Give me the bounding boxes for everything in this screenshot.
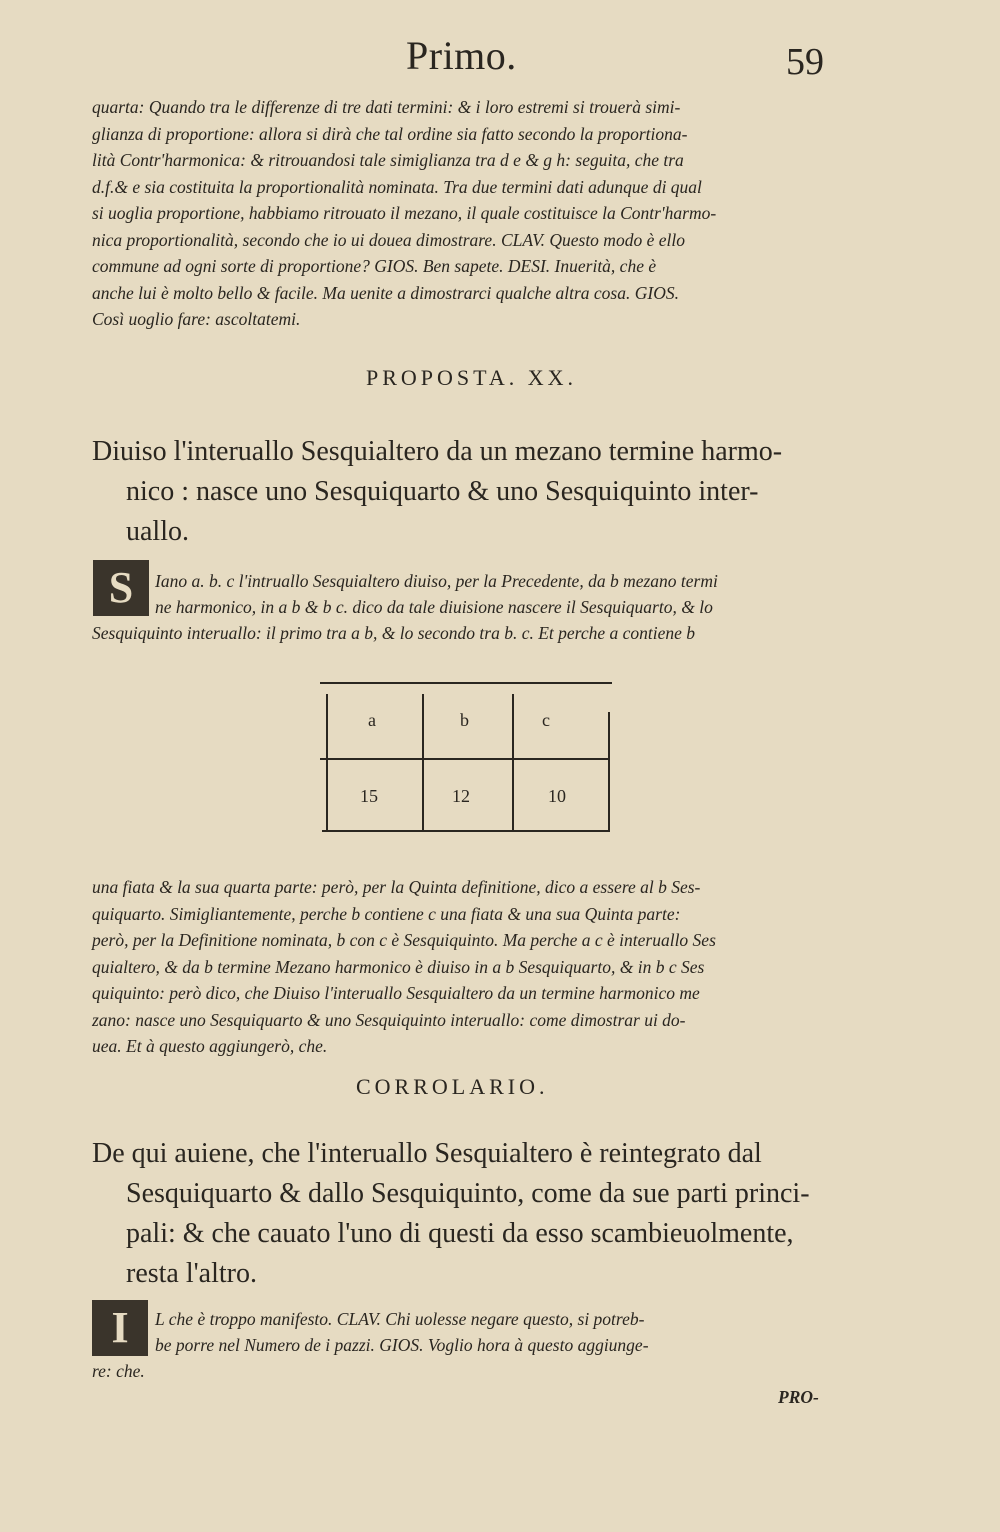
demonstration-line: Sesquiquinto interuallo: il primo tra a b, & lo secondo tra b. c. Et perche a contiene b bbox=[92, 623, 696, 643]
closing-line: be porre nel Numero de i pazzi. GIOS. Voglio hora à questo aggiunge- bbox=[155, 1335, 649, 1355]
table-cell: 12 bbox=[452, 786, 470, 806]
text-line: Sesquiquarto & dallo Sesquiquinto, come da sue parti princi- bbox=[126, 1178, 810, 1209]
text-line: però, per la Definitione nominata, b con c è Sesquiquinto. Ma perche a c è interuallo Ses bbox=[92, 930, 716, 950]
text-line: quiquarto. Simigliantemente, perche b contiene c una fiata & una sua Quinta parte: bbox=[92, 903, 681, 924]
text-line: d.f.& e sia costituita la proportionalità nominata. Tra due termini dati adunque di qual bbox=[92, 176, 702, 197]
text-line: Così uoglio fare: ascoltatemi. bbox=[92, 309, 301, 329]
text-line: De qui auiene, che l'interuallo Sesquialtero è reintegrato dal bbox=[92, 1138, 762, 1169]
demonstration-line: ne harmonico, in a b & b c. dico da tale diuisione nascere il Sesquiquarto, & lo bbox=[155, 597, 713, 617]
text-line: si uoglia proportione, habbiamo ritrouato il mezano, il quale costituisce la Contr'harmo- bbox=[92, 203, 717, 223]
table-cell: b bbox=[460, 710, 469, 730]
table-cell: c bbox=[542, 710, 550, 730]
text-line: uallo. bbox=[126, 516, 189, 547]
corollary-heading: CORROLARIO. bbox=[356, 1074, 549, 1099]
text-line: nico : nasce uno Sesquiquarto & uno Sesquiquinto inter- bbox=[126, 476, 759, 507]
catchword: PRO- bbox=[778, 1387, 819, 1407]
closing-line: L che è troppo manifesto. CLAV. Chi uolesse negare questo, si potreb- bbox=[155, 1309, 645, 1329]
text-line: pali: & che cauato l'uno di questi da esso scambieuolmente, bbox=[126, 1218, 794, 1249]
corollary-statement bbox=[92, 1134, 852, 1294]
decorated-initial: I bbox=[92, 1300, 148, 1356]
table-cell: 15 bbox=[360, 786, 378, 806]
top-paragraph bbox=[92, 94, 838, 333]
text-line: zano: nasce uno Sesquiquarto & uno Sesquiquinto interuallo: come dimostrar ui do- bbox=[92, 1009, 686, 1030]
closing-line: re: che. bbox=[92, 1361, 145, 1381]
text-line: glianza di proportione: allora si dirà che tal ordine sia fatto secondo la proportiona- bbox=[92, 123, 688, 144]
proposition-statement bbox=[92, 432, 852, 552]
text-line: Diuiso l'interuallo Sesquialtero da un mezano termine harmo- bbox=[92, 436, 783, 467]
proposition-heading: PROPOSTA. XX. bbox=[366, 365, 577, 390]
demonstration-line: Iano a. b. c l'intruallo Sesquialtero diuiso, per la Precedente, da b mezano termi bbox=[155, 571, 718, 591]
text-line: commune ad ogni sorte di proportione? GIOS. Ben sapete. DESI. Inuerità, che è bbox=[92, 256, 657, 276]
ratio-table bbox=[320, 682, 616, 832]
text-line: uea. Et à questo aggiungerò, che. bbox=[92, 1036, 328, 1056]
text-line: quiquinto: però dico, che Diuiso l'interuallo Sesquialtero da un termine harmonico me bbox=[92, 983, 700, 1003]
after-table-paragraph bbox=[92, 874, 844, 1060]
running-title: Primo. bbox=[406, 33, 517, 78]
page-number: 59 bbox=[786, 41, 824, 83]
decorated-initial: S bbox=[93, 560, 149, 616]
text-line: quialtero, & da b termine Mezano harmonico è diuiso in a b Sesquiquarto, & in b c Ses bbox=[92, 956, 705, 977]
text-line: una fiata & la sua quarta parte: però, per la Quinta definitione, dico a essere al b Ses- bbox=[92, 877, 701, 897]
text-line: nica proportionalità, secondo che io ui douea dimostrare. CLAV. Questo modo è ello bbox=[92, 229, 685, 250]
text-line: quarta: Quando tra le differenze di tre dati termini: & i loro estremi si trouerà simi- bbox=[92, 97, 681, 117]
text-line: resta l'altro. bbox=[126, 1258, 257, 1289]
table-cell: 10 bbox=[548, 786, 566, 806]
text-line: anche lui è molto bello & facile. Ma uenite a dimostrarci qualche altra cosa. GIOS. bbox=[92, 282, 679, 303]
table-cell: a bbox=[368, 710, 376, 730]
text-line: lità Contr'harmonica: & ritrouandosi tale simiglianza tra d e & g h: seguita, che tra bbox=[92, 150, 684, 170]
